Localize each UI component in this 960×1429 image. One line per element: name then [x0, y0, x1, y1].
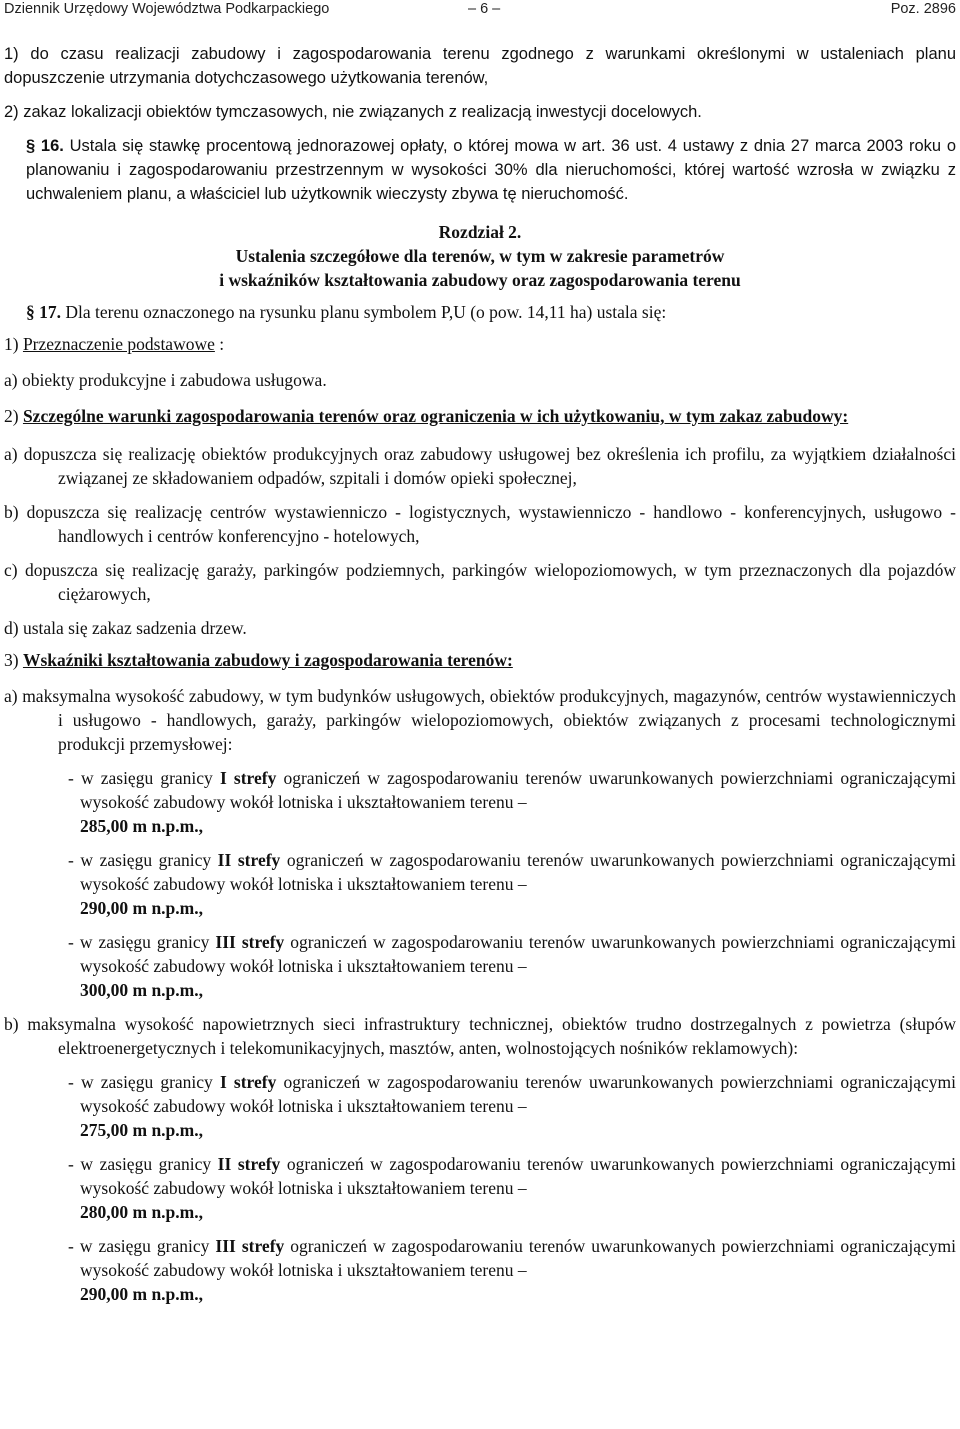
item-1-a: a) obiekty produkcyjne i zabudowa usługowa. — [4, 370, 327, 390]
item-3-title: Wskaźniki kształtowania zabudowy i zagospodarowania terenów: — [22, 650, 513, 670]
item-3-a-zone-3 — [4, 930, 956, 978]
zone-prefix: - w zasięgu granicy — [68, 1072, 220, 1092]
zone-description: ograniczeń w zagospodarowaniu terenów uwarunkowanych powierzchniami ograniczającymi wysokość zabudowy wokół lotniska i ukształtowaniem terenu – — [80, 768, 956, 812]
chapter-title: Rozdział 2. — [438, 222, 522, 242]
zone-description: ograniczeń w zagospodarowaniu terenów uwarunkowanych powierzchniami ograniczającymi wysokość zabudowy wokół lotniska i ukształtowaniem terenu – — [80, 1154, 956, 1198]
zone-name: II strefy — [217, 1154, 281, 1174]
page-number: – 6 – — [468, 1, 501, 17]
item-2 — [4, 404, 956, 428]
item-3-b-zone-3 — [4, 1234, 956, 1282]
item-3 — [4, 648, 956, 672]
item-3-a-zone-1 — [4, 766, 956, 814]
section-16-number: § 16. — [26, 137, 64, 155]
position-number: Poz. 2896 — [890, 1, 956, 17]
zone-prefix: - w zasięgu granicy — [68, 768, 220, 788]
item-3-b-zone-2 — [4, 1152, 956, 1200]
page-header — [0, 0, 960, 22]
intro-paragraph-1: 1) do czasu realizacji zabudowy i zagospodarowania terenu zgodnego z warunkami określonymi w ustaleniach planu dopuszczenie utrzymania dotychczasowego użytkowania terenów, — [4, 45, 956, 87]
zone-name: I strefy — [219, 1072, 277, 1092]
item-1-suffix: : — [214, 334, 225, 354]
intro-paragraph-2: 2) zakaz lokalizacji obiektów tymczasowych, nie związanych z realizacją inwestycji docelowych. — [4, 103, 702, 121]
document-body — [4, 42, 956, 1306]
zone-description: ograniczeń w zagospodarowaniu terenów uwarunkowanych powierzchniami ograniczającymi wysokość zabudowy wokół lotniska i ukształtowaniem terenu – — [80, 932, 956, 976]
item-2-title: Szczególne warunki zagospodarowania terenów oraz ograniczenia w ich użytkowaniu, w tym zakaz zabudowy: — [22, 406, 849, 426]
item-1-number: 1) — [4, 334, 23, 354]
item-3-b-zone-1-value: 275,00 m n.p.m., — [80, 1120, 203, 1140]
section-17-number: § 17. — [26, 302, 61, 322]
item-3-a-zone-1-value: 285,00 m n.p.m., — [80, 816, 203, 836]
zone-prefix: - w zasięgu granicy — [68, 1236, 216, 1256]
chapter-subtitle-1: Ustalenia szczegółowe dla terenów, w tym w zakresie parametrów — [235, 246, 725, 266]
zone-name: III strefy — [215, 932, 285, 952]
zone-name: III strefy — [215, 1236, 285, 1256]
item-3-number: 3) — [4, 650, 23, 670]
item-3-b-zone-1 — [4, 1070, 956, 1118]
item-2-b: b) dopuszcza się realizację centrów wystawienniczo - logistycznych, wystawienniczo - handlowo - konferencyjnych, usługowo - handlowych i centrów konferencyjno - hotelowych, — [4, 502, 956, 546]
item-1 — [4, 332, 956, 356]
zone-name: I strefy — [219, 768, 277, 788]
zone-prefix: - w zasięgu granicy — [68, 932, 216, 952]
item-2-c: c) dopuszcza się realizację garaży, parkingów podziemnych, parkingów wielopoziomowych, w tym przeznaczonych dla pojazdów ciężarowych, — [4, 560, 956, 604]
section-17-text: Dla terenu oznaczonego na rysunku planu symbolem P,U (o pow. 14,11 ha) ustala się: — [61, 302, 667, 322]
item-3-a-zone-3-value: 300,00 m n.p.m., — [80, 980, 203, 1000]
item-2-number: 2) — [4, 406, 23, 426]
item-1-title: Przeznaczenie podstawowe — [22, 334, 215, 354]
chapter-subtitle-2: i wskaźników kształtowania zabudowy oraz zagospodarowania terenu — [219, 270, 741, 290]
item-3-a-zone-2-value: 290,00 m n.p.m., — [80, 898, 203, 918]
item-3-b-zone-2-value: 280,00 m n.p.m., — [80, 1202, 203, 1222]
item-3-a-zone-2 — [4, 848, 956, 896]
section-17 — [4, 300, 956, 324]
section-16-text: Ustala się stawkę procentową jednorazowej opłaty, o której mowa w art. 36 ust. 4 ustawy z dnia 27 marca 2003 roku o planowaniu i zagospodarowaniu przestrzennym w wysokości 30% dla nieruchomości, której wartość wzrosła w związku z uchwaleniem planu, a właściciel lub użytkownik wieczysty zbywa tę nieruchomość. — [26, 137, 956, 203]
item-3-b: b) maksymalna wysokość napowietrznych sieci infrastruktury technicznej, obiektów trudno dostrzegalnych z powietrza (słupów elektroenergetycznych i telekomunikacyjnych, masztów, anten, wolnostojących nośników reklamowych): — [4, 1014, 956, 1058]
zone-prefix: - w zasięgu granicy — [68, 850, 218, 870]
item-3-b-zone-3-value: 290,00 m n.p.m., — [80, 1284, 203, 1304]
zone-description: ograniczeń w zagospodarowaniu terenów uwarunkowanych powierzchniami ograniczającymi wysokość zabudowy wokół lotniska i ukształtowaniem terenu – — [80, 850, 956, 894]
section-16 — [4, 134, 956, 206]
journal-title: Dziennik Urzędowy Województwa Podkarpackiego — [4, 1, 330, 17]
item-3-a: a) maksymalna wysokość zabudowy, w tym budynków usługowych, obiektów produkcyjnych, magazynów, centrów wystawienniczych i usługowo - handlowych, garaży, parkingów wielopoziomowych, obiektów związanych z procesami technologicznymi produkcji przemysłowej: — [4, 686, 956, 754]
zone-description: ograniczeń w zagospodarowaniu terenów uwarunkowanych powierzchniami ograniczającymi wysokość zabudowy wokół lotniska i ukształtowaniem terenu – — [80, 1072, 956, 1116]
zone-description: ograniczeń w zagospodarowaniu terenów uwarunkowanych powierzchniami ograniczającymi wysokość zabudowy wokół lotniska i ukształtowaniem terenu – — [80, 1236, 956, 1280]
zone-name: II strefy — [217, 850, 281, 870]
zone-prefix: - w zasięgu granicy — [68, 1154, 218, 1174]
item-2-a: a) dopuszcza się realizację obiektów produkcyjnych oraz zabudowy usługowej bez określenia ich profilu, za wyjątkiem działalności związanej ze składowaniem odpadów, szpitali i domów opieki społecznej, — [4, 444, 956, 488]
item-2-d: d) ustala się zakaz sadzenia drzew. — [4, 618, 247, 638]
